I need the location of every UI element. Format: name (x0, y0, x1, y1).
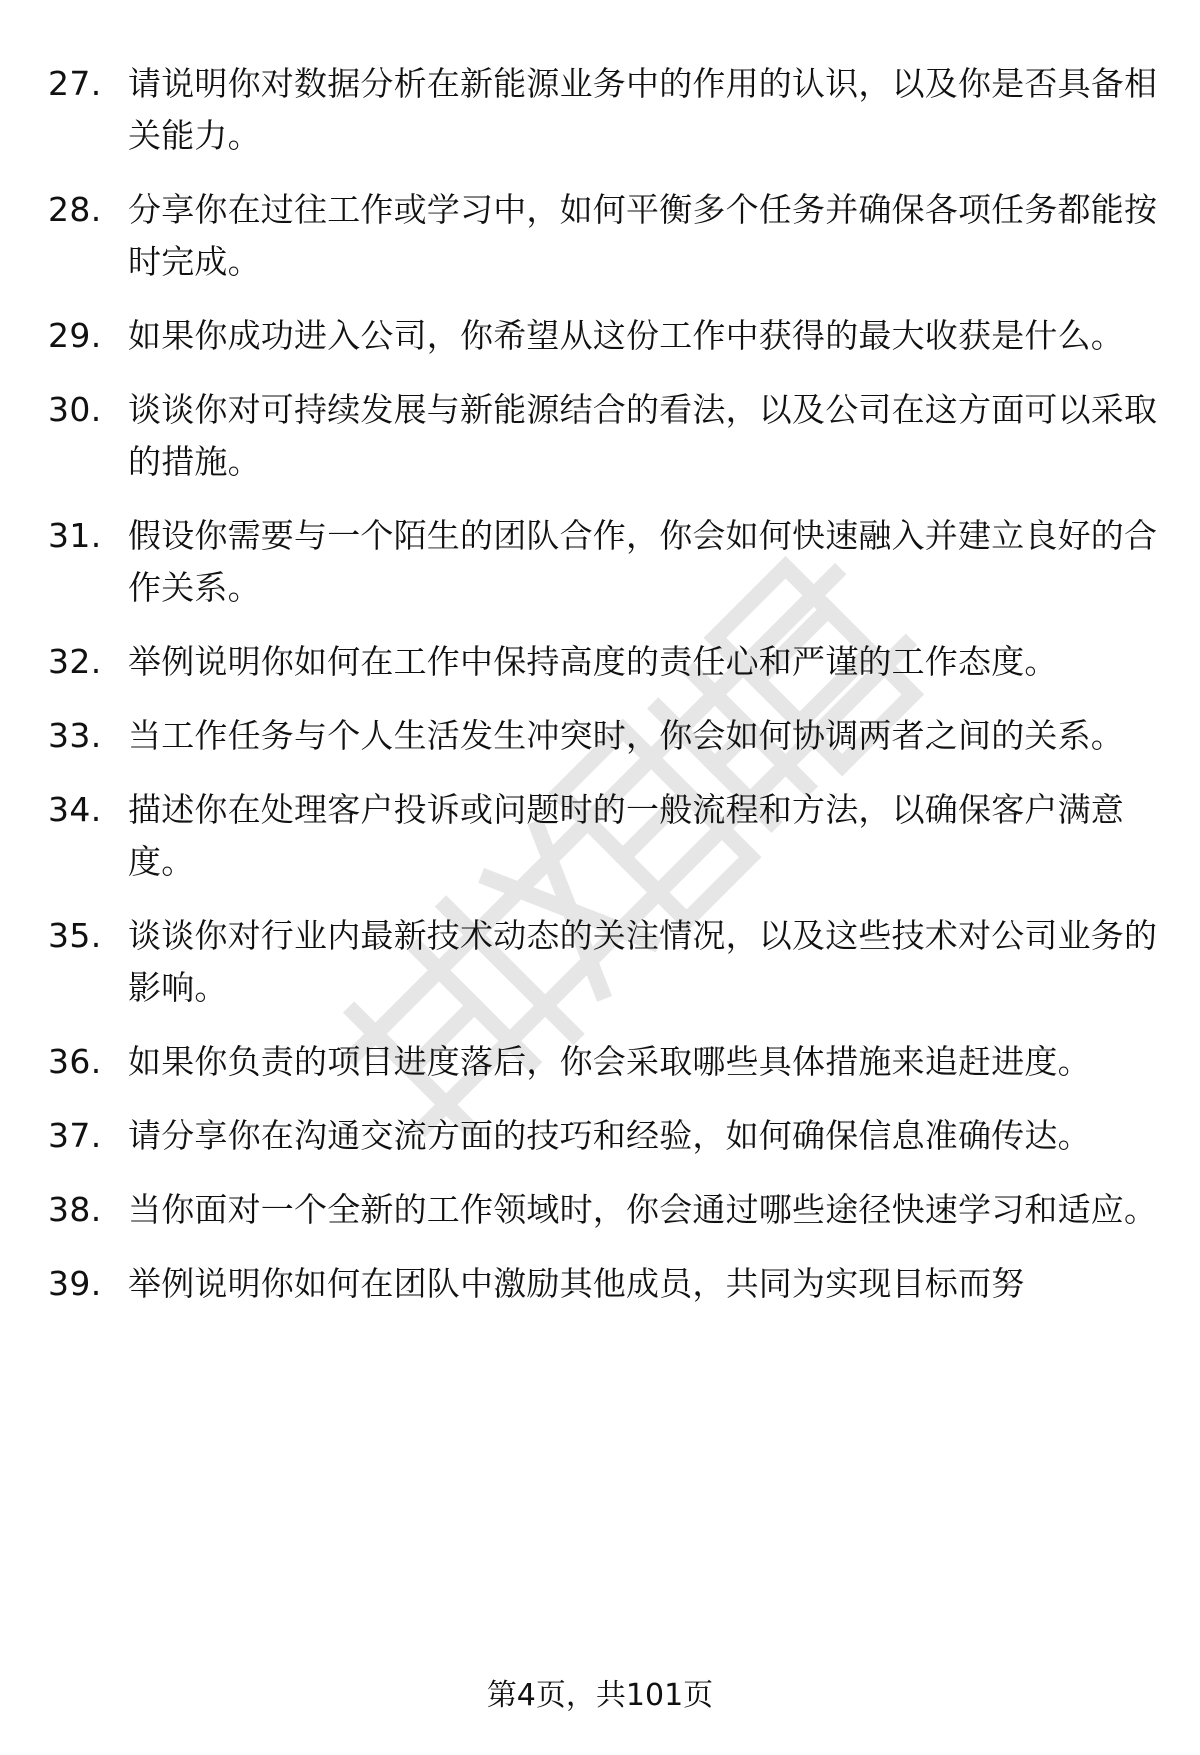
question-number: 32. (48, 642, 102, 681)
question-text: 当工作任务与个人生活发生冲突时，你会如何协调两者之间的关系。 (128, 716, 1124, 755)
question-text: 如果你负责的项目进度落后，你会采取哪些具体措施来追赶进度。 (128, 1042, 1091, 1081)
question-text: 请分享你在沟通交流方面的技巧和经验，如何确保信息准确传达。 (128, 1116, 1091, 1155)
question-number: 28. (48, 190, 102, 229)
question-text: 如果你成功进入公司，你希望从这份工作中获得的最大收获是什么。 (128, 316, 1124, 355)
page-indicator: 第4页，共101页 (486, 1678, 714, 1713)
question-text: 谈谈你对可持续发展与新能源结合的看法，以及公司在这方面可以采取的措施。 (128, 390, 1158, 481)
question-item (48, 1184, 1163, 1236)
question-text: 假设你需要与一个陌生的团队合作，你会如何快速融入并建立良好的合作关系。 (128, 516, 1158, 607)
question-text: 描述你在处理客户投诉或问题时的一般流程和方法，以确保客户满意度。 (128, 790, 1124, 881)
question-text: 分享你在过往工作或学习中，如何平衡多个任务并确保各项任务都能按时完成。 (128, 190, 1158, 281)
question-text: 举例说明你如何在团队中激励其他成员，共同为实现目标而努 (128, 1264, 1025, 1303)
question-text: 谈谈你对行业内最新技术动态的关注情况，以及这些技术对公司业务的影响。 (128, 916, 1158, 1007)
question-number: 29. (48, 316, 102, 355)
question-text: 当你面对一个全新的工作领域时，你会通过哪些途径快速学习和适应。 (128, 1190, 1158, 1229)
question-number: 39. (48, 1264, 102, 1303)
question-number: 37. (48, 1116, 102, 1155)
question-number: 31. (48, 516, 102, 555)
question-text: 举例说明你如何在工作中保持高度的责任心和严谨的工作态度。 (128, 642, 1058, 681)
question-number: 30. (48, 390, 102, 429)
question-number: 34. (48, 790, 102, 829)
question-item (48, 910, 1163, 1014)
question-item (48, 1036, 1163, 1088)
question-item (48, 710, 1163, 762)
question-number: 38. (48, 1190, 102, 1229)
question-item (48, 384, 1163, 488)
question-number: 33. (48, 716, 102, 755)
question-text: 请说明你对数据分析在新能源业务中的作用的认识，以及你是否具备相关能力。 (128, 64, 1158, 155)
question-item (48, 184, 1163, 288)
question-item (48, 1258, 1163, 1310)
question-item (48, 510, 1163, 614)
question-item (48, 1110, 1163, 1162)
question-item (48, 784, 1163, 888)
question-item (48, 636, 1163, 688)
question-list (48, 58, 1163, 1332)
page-footer (0, 1676, 1200, 1716)
question-item (48, 310, 1163, 362)
question-number: 36. (48, 1042, 102, 1081)
question-number: 35. (48, 916, 102, 955)
question-item (48, 58, 1163, 162)
question-number: 27. (48, 64, 102, 103)
